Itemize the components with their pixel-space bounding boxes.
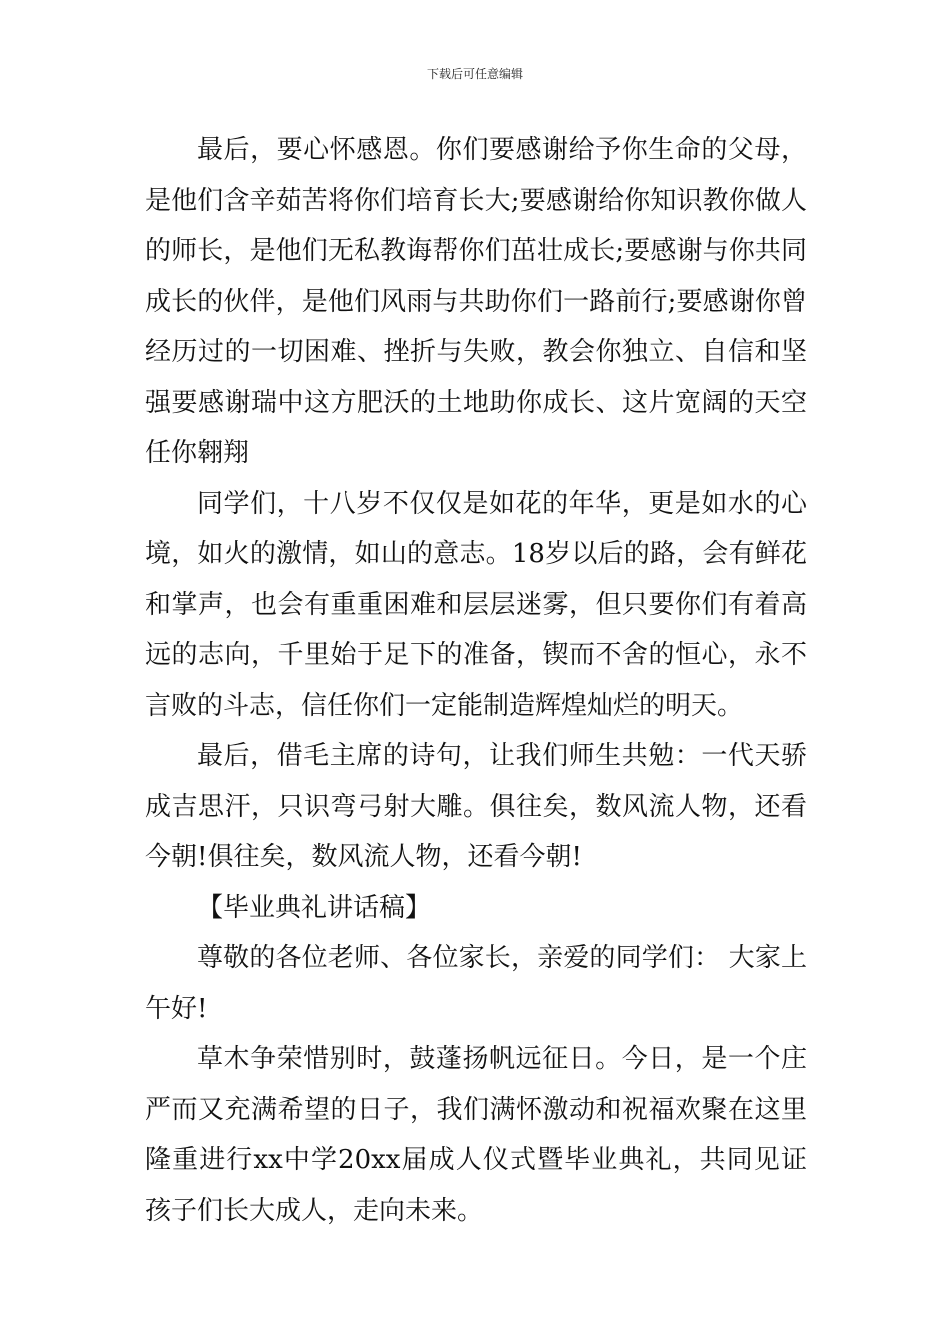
paragraph-gratitude: 最后，要心怀感恩。你们要感谢给予你生命的父母，是他们含辛茹苦将你们培育长大;要感谢给你知识教你做人的师长，是他们无私教诲帮你们茁壮成长;要感谢与你共同成长的伙伴，是他们风雨与共助你们一路前行;要感谢你曾经历过的一切困难、挫折与失败，教会你独立、自信和坚强要感谢瑞中这方肥沃的土地助你成长、这片宽阔的天空任你翱翔	[145, 135, 807, 468]
paragraph-eighteen: 同学们，十八岁不仅仅是如花的年华，更是如水的心境，如火的激情，如山的意志。18岁以后的路，会有鲜花和掌声，也会有重重困难和层层迷雾，但只要你们有着高远的志向，千里始于足下的准备，锲而不舍的恒心，永不言败的斗志，信任你们一定能制造辉煌灿烂的明天。	[145, 488, 807, 721]
paragraph-greeting: 尊敬的各位老师、各位家长，亲爱的同学们： 大家上午好!	[145, 943, 807, 1024]
document-body	[145, 125, 807, 1236]
section-heading: 【毕业典礼讲话稿】	[197, 892, 432, 923]
header-note: 下载后可任意编辑	[426, 67, 523, 81]
paragraph-ceremony: 草木争荣惜别时，鼓蓬扬帆远征日。今日，是一个庄严而又充满希望的日子，我们满怀激动和祝福欢聚在这里隆重进行xx中学20xx届成人仪式暨毕业典礼，共同见证孩子们长大成人，走向未来。	[145, 1044, 807, 1226]
paragraph-poem: 最后，借毛主席的诗句，让我们师生共勉：一代天骄成吉思汗，只识弯弓射大雕。俱往矣，数风流人物，还看今朝!俱往矣，数风流人物，还看今朝!	[145, 741, 807, 872]
